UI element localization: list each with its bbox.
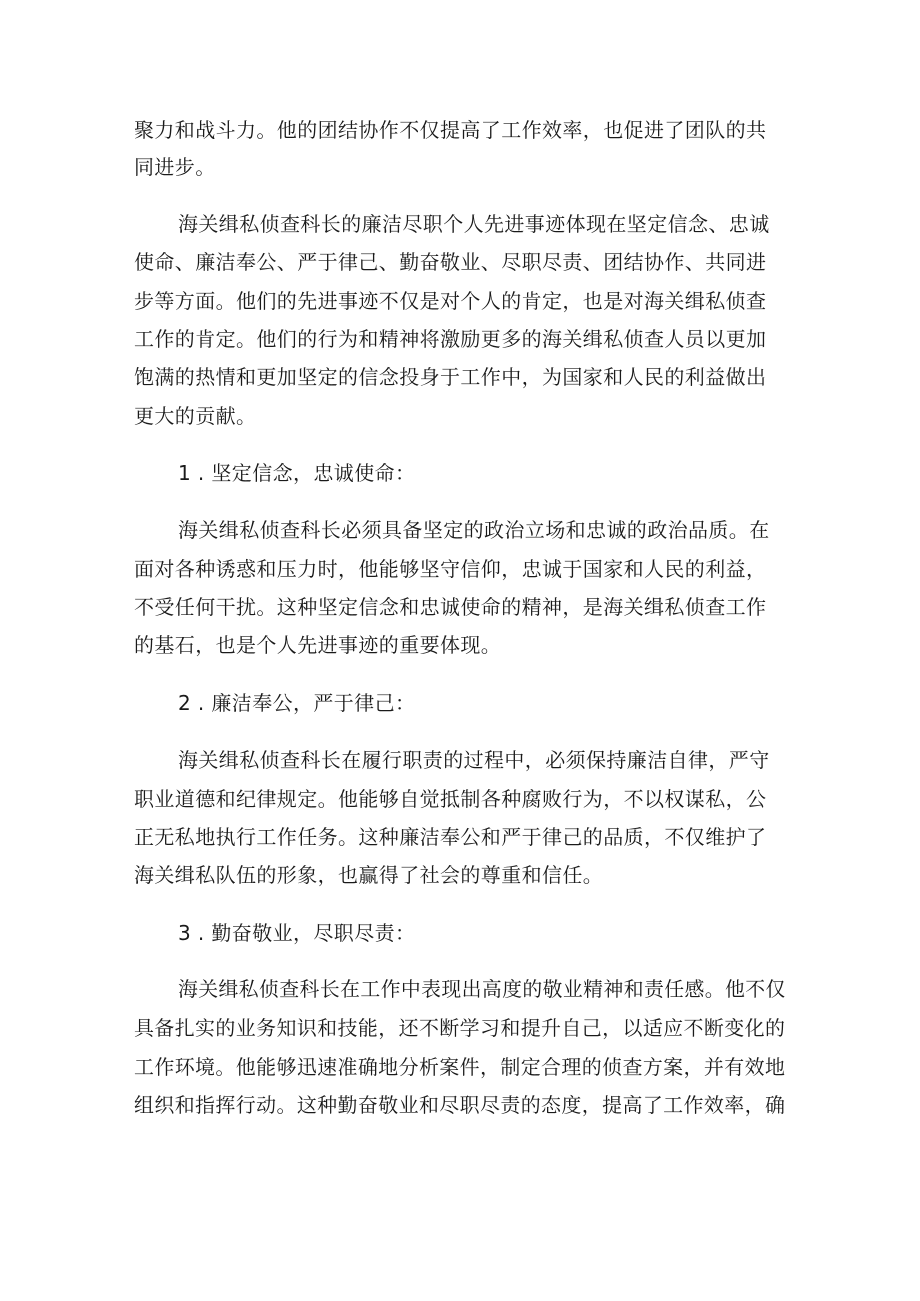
paragraph-line: 海关缉私侦查科长的廉洁尽职个人先进事迹体现在坚定信念、忠诚 (178, 212, 770, 236)
paragraph-line: 具备扎实的业务知识和技能，还不断学习和提升自己，以适应不断变化的 (134, 1016, 786, 1040)
paragraph-line: 的基石，也是个人先进事迹的重要体现。 (134, 633, 502, 657)
paragraph-line: 更大的贡献。 (134, 404, 257, 428)
paragraph-line: 步等方面。他们的先进事迹不仅是对个人的肯定，也是对海关缉私侦查 (134, 289, 767, 313)
paragraph-line: 工作的肯定。他们的行为和精神将激励更多的海关缉私侦查人员以更加 (134, 327, 767, 351)
paragraph-line: 海关缉私队伍的形象，也赢得了社会的尊重和信任。 (134, 863, 604, 887)
paragraph-line: 同进步。 (134, 155, 216, 179)
paragraph-line: 饱满的热情和更加坚定的信念投身于工作中，为国家和人民的利益做出 (134, 365, 767, 389)
section-heading: 3 . 勤奋敬业，尽职尽责： (178, 921, 416, 945)
paragraph-line: 不受任何干扰。这种坚定信念和忠诚使命的精神，是海关缉私侦查工作 (134, 595, 767, 619)
section-heading: 1 . 坚定信念，忠诚使命： (178, 461, 416, 485)
paragraph-line: 聚力和战斗力。他的团结协作不仅提高了工作效率，也促进了团队的共 (134, 118, 767, 142)
section-heading: 2 . 廉洁奉公，严于律己： (178, 691, 416, 715)
paragraph-line: 海关缉私侦查科长必须具备坚定的政治立场和忠诚的政治品质。在 (178, 518, 770, 542)
paragraph-line: 正无私地执行工作任务。这种廉洁奉公和严于律己的品质，不仅维护了 (134, 825, 767, 849)
paragraph-line: 职业道德和纪律规定。他能够自觉抵制各种腐败行为，不以权谋私，公 (134, 787, 767, 811)
paragraph-line: 面对各种诱惑和压力时，他能够坚守信仰，忠诚于国家和人民的利益， (134, 557, 767, 581)
paragraph-line: 海关缉私侦查科长在履行职责的过程中，必须保持廉洁自律，严守 (178, 748, 770, 772)
paragraph-line: 工作环境。他能够迅速准确地分析案件，制定合理的侦查方案，并有效地 (134, 1055, 786, 1079)
paragraph-line: 组织和指挥行动。这种勤奋敬业和尽职尽责的态度，提高了工作效率，确 (134, 1093, 786, 1117)
paragraph-line: 海关缉私侦查科长在工作中表现出高度的敬业精神和责任感。他不仅 (178, 978, 786, 1001)
paragraph-line: 使命、廉洁奉公、严于律己、勤奋敬业、尽职尽责、团结协作、共同进 (134, 250, 767, 274)
